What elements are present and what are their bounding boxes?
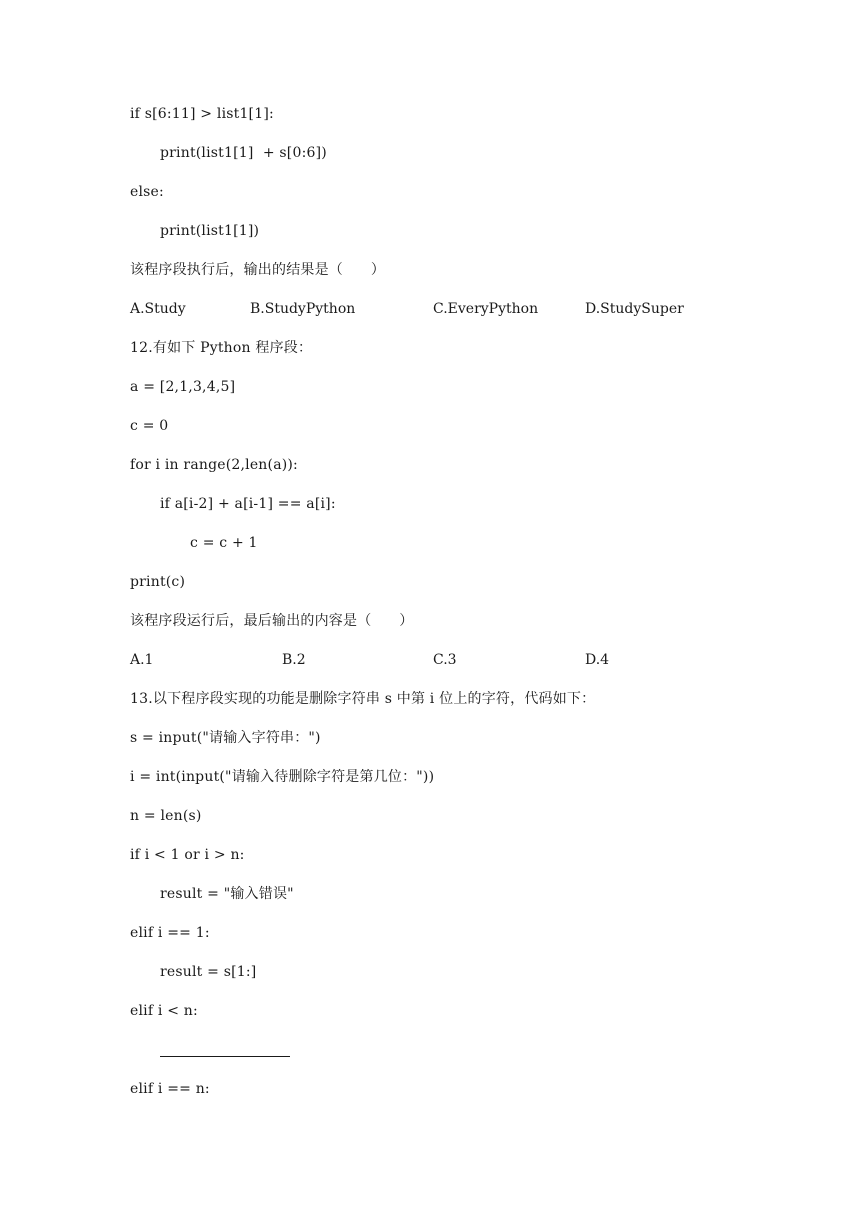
code-line: elif i < n:: [130, 1003, 198, 1019]
code-line: c = 0: [130, 418, 169, 434]
option-c: C.EveryPython: [433, 301, 539, 317]
code-line: s = input("请输入字符串："): [130, 730, 321, 746]
question-text: 该程序段运行后，最后输出的内容是（ ）: [130, 613, 414, 629]
option-a: A.1: [130, 652, 154, 668]
option-d: D.4: [585, 652, 610, 668]
option-b: B.2: [282, 652, 306, 668]
option-a: A.Study: [130, 301, 186, 317]
code-line: elif i == n:: [130, 1081, 210, 1097]
fill-in-blank: [160, 1056, 290, 1057]
code-line: n = len(s): [130, 808, 202, 824]
code-line: if s[6:11] > list1[1]:: [130, 106, 274, 122]
option-c: C.3: [433, 652, 457, 668]
code-line: c = c + 1: [190, 535, 258, 551]
code-line: for i in range(2,len(a)):: [130, 457, 298, 473]
code-line: if i < 1 or i > n:: [130, 847, 245, 863]
code-line: print(list1[1]): [160, 223, 260, 239]
code-line: result = s[1:]: [160, 964, 257, 980]
code-line: a = [2,1,3,4,5]: [130, 379, 236, 395]
code-line: else:: [130, 184, 164, 200]
code-line: elif i == 1:: [130, 925, 210, 941]
question-title: 12.有如下 Python 程序段：: [130, 340, 313, 356]
code-line: print(c): [130, 574, 186, 590]
code-line: if a[i-2] + a[i-1] == a[i]:: [160, 496, 336, 512]
question-text: 该程序段执行后，输出的结果是（ ）: [130, 262, 386, 278]
option-d: D.StudySuper: [585, 301, 684, 317]
code-line: result = "输入错误": [160, 886, 294, 902]
question-title: 13.以下程序段实现的功能是删除字符串 s 中第 i 位上的字符，代码如下：: [130, 691, 596, 707]
code-line: i = int(input("请输入待删除字符是第几位：")): [130, 769, 435, 785]
option-b: B.StudyPython: [250, 301, 356, 317]
code-line: print(list1[1] + s[0:6]): [160, 145, 327, 161]
